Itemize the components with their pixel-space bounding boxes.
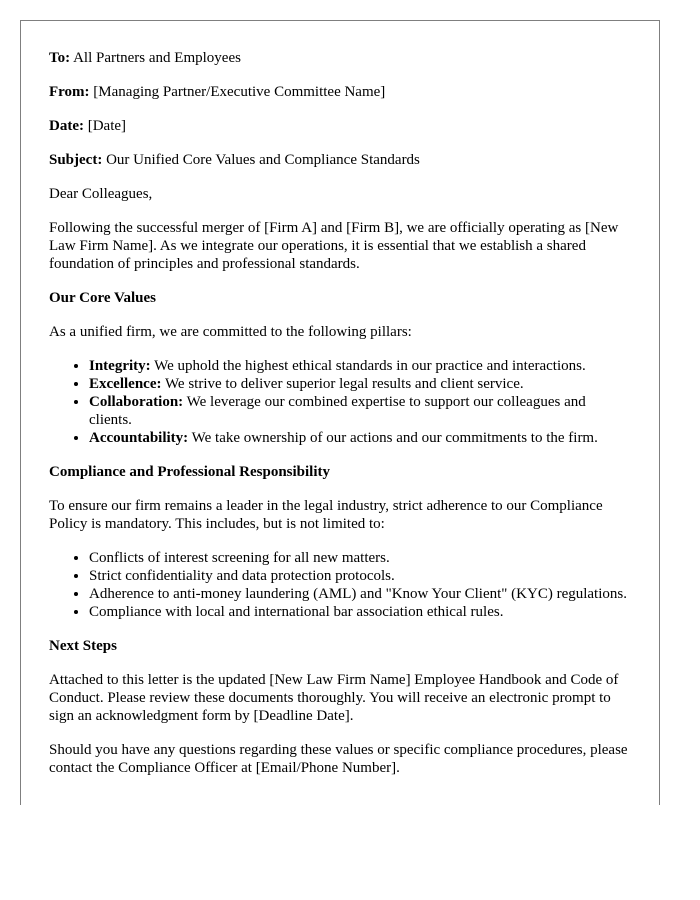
compliance-list <box>49 549 631 621</box>
intro-paragraph: Following the successful merger of [Firm A] and [Firm B], we are officially operating as [New Law Firm Name]. As we integrate our operations, it is essential that we establish a shared foundation of principles and professional standards. <box>49 220 619 272</box>
list-item <box>89 393 631 429</box>
list-item <box>89 429 631 447</box>
core-values-list <box>49 357 631 447</box>
compliance-heading: Compliance and Professional Responsibility <box>49 464 331 480</box>
next-steps-paragraph-2: Should you have any questions regarding these values or specific compliance procedures, please contact the Compliance Officer at [Email/Phone Number]. <box>49 742 628 776</box>
next-steps-heading: Next Steps <box>49 638 117 654</box>
to-value: All Partners and Employees <box>73 50 241 66</box>
value-term: Collaboration: <box>89 394 184 410</box>
from-label: From: <box>49 84 90 100</box>
value-term: Accountability: <box>89 430 189 446</box>
list-item: • Adherence to anti-money laundering (AML) and "Know Your Client" (KYC) regulations. <box>89 585 631 603</box>
date-label: Date: <box>49 118 84 134</box>
value-term: Integrity: <box>89 358 151 374</box>
compliance-lead: To ensure our firm remains a leader in the legal industry, strict adherence to our Compliance Policy is mandatory. This includes, but is not limited to: <box>49 498 603 532</box>
from-value: [Managing Partner/Executive Committee Name] <box>93 84 386 100</box>
list-item: • Compliance with local and international bar association ethical rules. <box>89 603 631 621</box>
core-values-heading: Our Core Values <box>49 290 156 306</box>
subject-label: Subject: <box>49 152 103 168</box>
value-text: We take ownership of our actions and our commitments to the firm. <box>191 430 598 446</box>
subject-line <box>49 151 631 169</box>
to-line <box>49 49 631 67</box>
list-item: • Conflicts of interest screening for all new matters. <box>89 549 631 567</box>
value-text: We leverage our combined expertise to support our colleagues and clients. <box>89 394 586 428</box>
letter-document <box>20 20 660 805</box>
value-term: Excellence: <box>89 376 162 392</box>
list-item <box>89 357 631 375</box>
list-item <box>89 375 631 393</box>
value-text: We uphold the highest ethical standards in our practice and interactions. <box>154 358 586 374</box>
subject-value: Our Unified Core Values and Compliance Standards <box>106 152 420 168</box>
date-value: [Date] <box>87 118 127 134</box>
date-line <box>49 117 631 135</box>
to-label: To: <box>49 50 71 66</box>
greeting: Dear Colleagues, <box>49 186 153 202</box>
list-item: • Strict confidentiality and data protection protocols. <box>89 567 631 585</box>
next-steps-paragraph-1: Attached to this letter is the updated [New Law Firm Name] Employee Handbook and Code of Conduct. Please review these documents thoroughly. You will receive an electronic prompt to sign an acknowledgment form by [Deadline Date]. <box>49 672 619 724</box>
core-values-lead: As a unified firm, we are committed to the following pillars: <box>49 324 412 340</box>
value-text: We strive to deliver superior legal results and client service. <box>164 376 524 392</box>
from-line <box>49 83 631 101</box>
